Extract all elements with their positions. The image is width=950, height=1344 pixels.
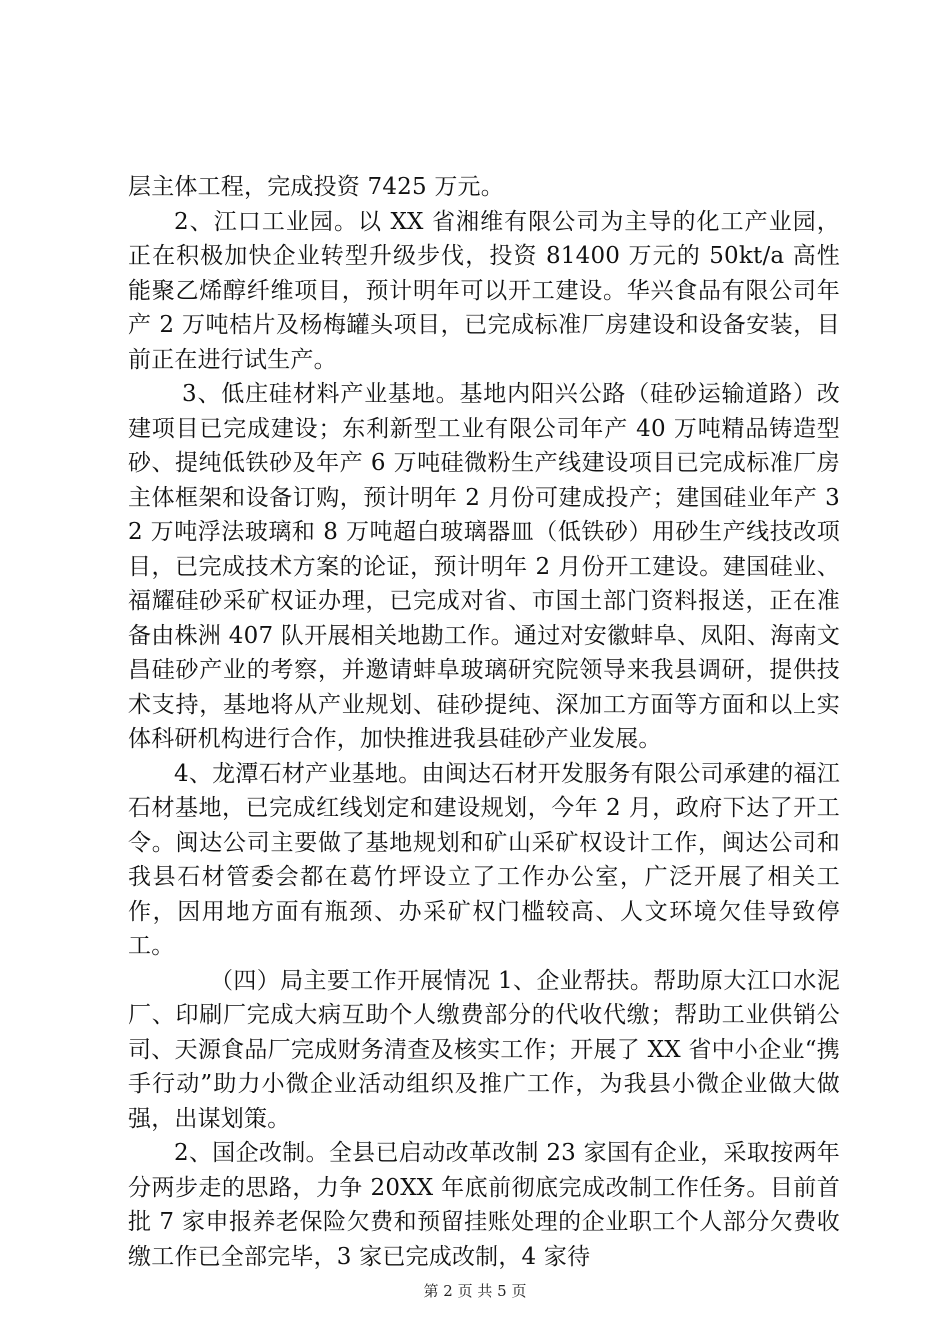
paragraph-dizhuang-silicon-base: 3、低庄硅材料产业基地。基地内阳兴公路（硅砂运输道路）改建项目已完成建设；东利新型工业有限公司年产 40 万吨精品铸造型砂、提纯低铁砂及年产 6 万吨硅微粉生产线建设项目已完成标准厂房主体框架和设备订购，预计明年 2 月份可建成投产；建国硅业年产 32 万吨浮法玻璃和 8 万吨超白玻璃器皿（低铁砂）用砂生产线技改项目，已完成技术方案的论证，预计明年 2 月份开工建设。建国硅业、福耀硅砂采矿权证办理，已完成对省、市国土部门资料报送，正在准备由株洲 407 队开展相关地勘工作。通过对安徽蚌阜、凤阳、海南文昌硅砂产业的考察，并邀请蚌阜玻璃研究院领导来我县调研，提供技术支持，基地将从产业规划、硅砂提纯、深加工方面等方面和以上实体科研机构进行合作，加快推进我县硅砂产业发展。 xyxy=(128,381,840,752)
paragraph-soe-reform: 2、国企改制。全县已启动改革改制 23 家国有企业，采取按两年分两步走的思路，力争 20XX 年底前彻底完成改制工作任务。目前首批 7 家申报养老保险欠费和预留挂账处理的企业职工个人部分欠费收缴工作已全部完毕，3 家已完成改制，4 家待 xyxy=(128,1140,840,1270)
paragraph-bureau-work: （四）局主要工作开展情况 1、企业帮扶。帮助原大江口水泥厂、印刷厂完成大病互助个人缴费部分的代收代缴；帮助工业供销公司、天源食品厂完成财务清查及核实工作；开展了 XX 省中小企业“携手行动”助力小微企业活动组织及推广工作，为我县小微企业做大做强，出谋划策。 xyxy=(128,967,840,1132)
paragraph-continuation: 层主体工程，完成投资 7425 万元。 xyxy=(128,174,504,200)
paragraph-longtan-stone-base: 4、龙潭石材产业基地。由闽达石材开发服务有限公司承建的福江石材基地，已完成红线划定和建设规划，今年 2 月，政府下达了开工令。闽达公司主要做了基地规划和矿山采矿权设计工作，闽达公司和我县石材管委会都在葛竹坪设立了工作办公室，广泛开展了相关工作，因用地方面有瓶颈、办采矿权门槛较高、人文环境欠佳导致停工。 xyxy=(128,760,840,959)
document-body xyxy=(128,170,840,1274)
page-number-footer: 第 2 页 共 5 页 xyxy=(423,1282,527,1300)
paragraph-jiangkou-industrial-park: 2、江口工业园。以 XX 省湘维有限公司为主导的化工产业园，正在积极加快企业转型升级步伐，投资 81400 万元的 50kt/a 高性能聚乙烯醇纤维项目，预计明年可以开工建设。华兴食品有限公司年产 2 万吨桔片及杨梅罐头项目，已完成标准厂房建设和设备安装，目前正在进行试生产。 xyxy=(128,208,840,373)
